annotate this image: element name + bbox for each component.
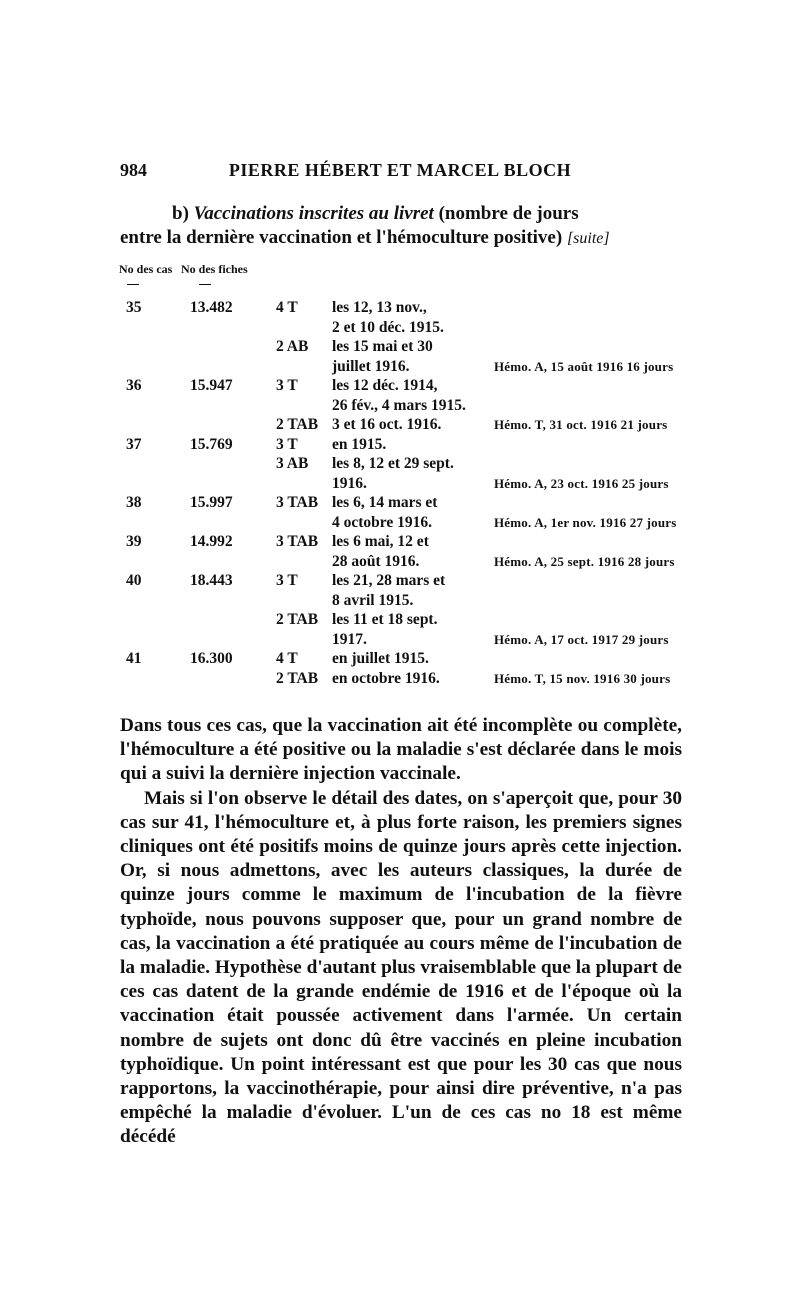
case-number: 38	[126, 494, 142, 511]
hemoculture-result: Hémo. A, 1er nov. 1916 27 jours	[494, 514, 677, 530]
table-row	[0, 474, 800, 494]
vaccine-count: 3 T	[276, 377, 298, 394]
vaccination-dates: 28 août 1916.	[332, 552, 420, 570]
hemoculture-result: Hémo. A, 17 oct. 1917 29 jours	[494, 631, 669, 647]
vaccination-dates: les 11 et 18 sept.	[332, 611, 438, 628]
table-row	[0, 610, 800, 630]
table-row	[0, 493, 800, 513]
table-row	[0, 649, 800, 669]
section-heading	[120, 202, 680, 251]
table-row	[0, 591, 800, 611]
page-header	[120, 160, 680, 184]
vaccine-count: 4 T	[276, 650, 298, 667]
table-row	[0, 532, 800, 552]
vaccine-count: 3 T	[276, 435, 298, 453]
table-column-headers	[119, 262, 419, 294]
vaccination-dates: en 1915.	[332, 435, 387, 453]
section-label: b)	[172, 203, 189, 224]
case-number: 41	[126, 650, 142, 667]
case-number: 37	[126, 435, 142, 453]
vaccination-dates: les 21, 28 mars et	[332, 572, 446, 589]
table-row	[0, 435, 800, 455]
table-row	[0, 357, 800, 377]
table-row	[0, 318, 800, 338]
section-heading-rest: (nombre de jours	[438, 203, 579, 224]
table-row	[0, 415, 800, 435]
vaccination-dates: juillet 1916.	[332, 357, 410, 375]
section-heading-line-1	[120, 202, 680, 226]
table-row	[0, 513, 800, 533]
case-number: 40	[126, 572, 142, 589]
table-row	[0, 669, 800, 689]
hemoculture-result: Hémo. A, 23 oct. 1916 25 jours	[494, 475, 669, 491]
hemoculture-result: Hémo. T, 15 nov. 1916 30 jours	[494, 670, 671, 686]
vaccination-dates: les 12, 13 nov.,	[332, 299, 427, 316]
case-number: 35	[126, 299, 142, 316]
case-number: 36	[126, 377, 142, 394]
table-row	[0, 552, 800, 572]
vaccine-count: 4 T	[276, 299, 298, 316]
column-dash-fiches	[199, 284, 211, 285]
running-title: PIERRE HÉBERT ET MARCEL BLOCH	[228, 160, 572, 180]
vaccine-count: 3 TAB	[276, 533, 319, 550]
vaccine-count: 2 TAB	[276, 669, 319, 687]
fiche-number: 15.997	[190, 494, 233, 511]
hemoculture-result: Hémo. A, 15 août 1916 16 jours	[494, 358, 674, 374]
paragraph-1: Dans tous ces cas, que la vaccination ait été incomplète ou complète, l'hémoculture a été positive ou la maladie s'est déclarée dans le mois qui a suivi la dernière injection vaccinale.	[120, 715, 682, 785]
vaccination-dates: 8 avril 1915.	[332, 591, 414, 609]
fiche-number: 16.300	[190, 650, 233, 667]
vaccine-count: 2 TAB	[276, 611, 319, 628]
vaccination-dates: 1916.	[332, 474, 367, 492]
section-suite: [suite]	[566, 230, 610, 247]
column-dash-cas	[127, 284, 139, 285]
section-heading-line-2-text: entre la dernière vaccination et l'hémoculture positive)	[120, 227, 563, 248]
table-row	[0, 571, 800, 591]
vaccination-dates: en octobre 1916.	[332, 669, 440, 687]
vaccination-table	[0, 298, 800, 698]
vaccination-dates: les 6, 14 mars et	[332, 494, 438, 511]
vaccine-count: 3 T	[276, 572, 298, 589]
fiche-number: 15.769	[190, 435, 233, 453]
fiche-number: 13.482	[190, 299, 233, 316]
table-row	[0, 376, 800, 396]
section-heading-line-2	[120, 226, 680, 251]
fiche-number: 14.992	[190, 533, 233, 550]
fiche-number: 18.443	[190, 572, 233, 589]
paragraph-2: Mais si l'on observe le détail des dates, on s'aperçoit que, pour 30 cas sur 41, l'hémoculture et, à plus forte raison, les premiers signes cliniques ont été positifs moins de quinze jours après cette injection. Or, si nous admettons, avec les auteurs classiques, la durée de quinze jours comme le maximum de l'incubation de la fièvre typhoïde, nous pouvons supposer que, pour un grand nombre de cas, la vaccination a été pratiquée au cours même de l'incubation de la maladie. Hypothèse d'autant plus vraisemblable que la plupart de ces cas datent de la grande endémie de 1916 et de l'époque où la vaccination était poussée activement dans l'armée. Un certain nombre de sujets ont donc dû être vaccinés en pleine incubation typhoïdique. Un point intéressant est que pour les 30 cas que nous rapportons, la vaccinothérapie, pour ainsi dire préventive, n'a pas empêché la maladie d'évoluer. L'un de ces cas no 18 est même décédé	[120, 787, 682, 1148]
column-header-cas: No des cas	[119, 262, 173, 276]
column-header-fiches: No des fiches	[181, 262, 248, 276]
vaccination-dates: les 12 déc. 1914,	[332, 377, 438, 394]
body-text	[120, 714, 682, 1150]
table-row	[0, 337, 800, 357]
hemoculture-result: Hémo. A, 25 sept. 1916 28 jours	[494, 553, 675, 569]
vaccination-dates: en juillet 1915.	[332, 650, 429, 667]
table-row	[0, 454, 800, 474]
page-number: 984	[120, 160, 147, 180]
section-italic-title: Vaccinations inscrites au livret	[193, 203, 434, 224]
vaccine-count: 2 AB	[276, 338, 309, 355]
case-number: 39	[126, 533, 142, 550]
table-row	[0, 298, 800, 318]
vaccination-dates: les 8, 12 et 29 sept.	[332, 455, 454, 472]
vaccine-count: 3 AB	[276, 455, 309, 472]
vaccine-count: 2 TAB	[276, 416, 319, 433]
vaccination-dates: 1917.	[332, 630, 367, 648]
vaccination-dates: les 15 mai et 30	[332, 338, 433, 355]
hemoculture-result: Hémo. T, 31 oct. 1916 21 jours	[494, 417, 668, 432]
vaccination-dates: 26 fév., 4 mars 1915.	[332, 396, 466, 414]
vaccination-dates: 3 et 16 oct. 1916.	[332, 416, 442, 433]
vaccination-dates: 4 octobre 1916.	[332, 513, 433, 531]
fiche-number: 15.947	[190, 377, 233, 394]
table-row	[0, 630, 800, 650]
table-row	[0, 396, 800, 416]
vaccination-dates: 2 et 10 déc. 1915.	[332, 318, 444, 336]
vaccination-dates: les 6 mai, 12 et	[332, 533, 429, 550]
vaccine-count: 3 TAB	[276, 494, 319, 511]
